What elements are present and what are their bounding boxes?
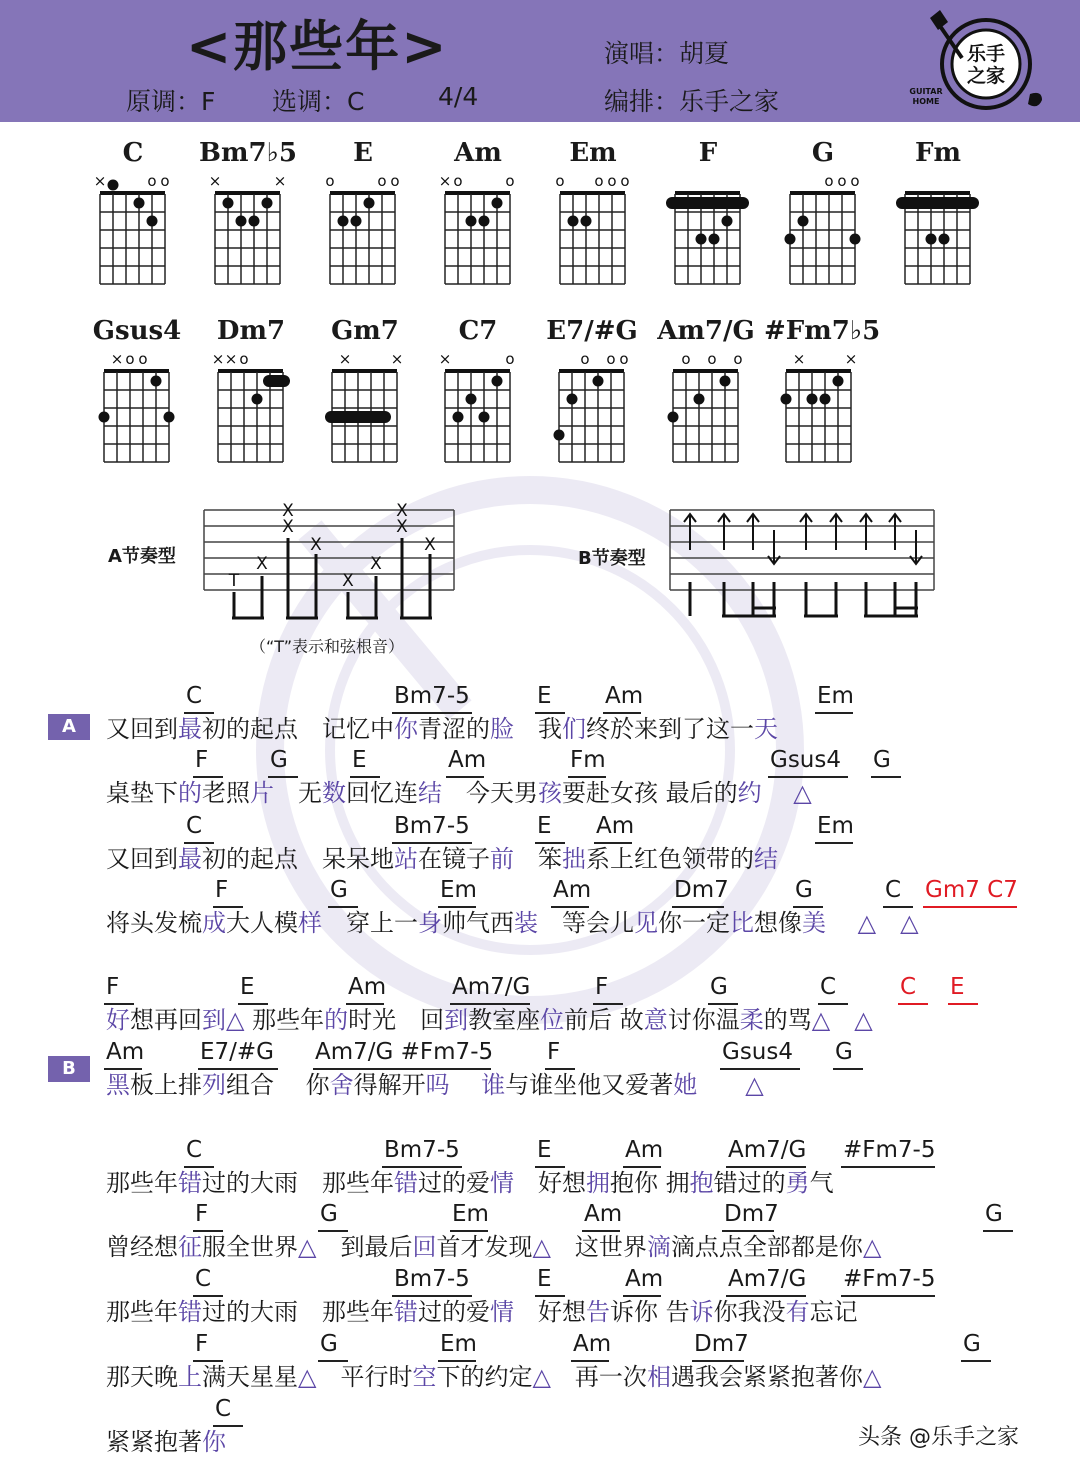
finger-dot bbox=[939, 234, 950, 245]
lyric-line: 曾经想征服全世界△ 到最后回首才发现△ 这世界滴滴点点全部都是你△ bbox=[106, 1233, 882, 1261]
nut bbox=[104, 369, 169, 373]
chord-diagram bbox=[653, 138, 763, 298]
section-b-badge: B bbox=[48, 1056, 90, 1082]
chord-symbol: G bbox=[330, 877, 348, 903]
finger-dot bbox=[785, 234, 796, 245]
chord-grid bbox=[308, 172, 418, 298]
chord-symbol: Am bbox=[596, 813, 635, 839]
string-marker: o bbox=[505, 172, 515, 190]
string-marker: × bbox=[273, 172, 287, 190]
chord-symbol: #Fm7-5 bbox=[843, 1137, 936, 1163]
chord-grid bbox=[423, 350, 533, 476]
chord-symbol: E bbox=[537, 1137, 552, 1163]
lyric-line: 黑板上排列组合 你舍得解开吗 谁与谁坐他又爱著她 △ bbox=[106, 1071, 764, 1099]
lyric-line: 紧紧抱著你 bbox=[106, 1428, 226, 1456]
chord-symbol: Am bbox=[553, 877, 592, 903]
chord-symbol: Bm7-5 bbox=[394, 813, 470, 839]
finger-dot bbox=[696, 234, 707, 245]
chord-diagram bbox=[82, 316, 192, 476]
string-marker: o bbox=[505, 350, 515, 368]
string-marker: × bbox=[792, 350, 806, 368]
chord-symbol: Am7/G #Fm7-5 bbox=[315, 1039, 494, 1065]
finger-dot bbox=[593, 376, 604, 387]
string-marker: o bbox=[594, 172, 604, 190]
finger-dot bbox=[567, 394, 578, 405]
chord-underline bbox=[948, 1003, 978, 1005]
chord-symbol: G bbox=[835, 1039, 853, 1065]
chord-diagram bbox=[423, 138, 533, 298]
string-marker: o bbox=[555, 172, 565, 190]
string-marker: o bbox=[707, 350, 717, 368]
chord-name: Gsus4 bbox=[92, 316, 182, 346]
chord-symbol: Dm7 bbox=[674, 877, 729, 903]
chord-diagram bbox=[883, 138, 993, 298]
chord-symbol: Am bbox=[573, 1331, 612, 1357]
rhythm-a-diagram bbox=[200, 500, 458, 625]
svg-text:X: X bbox=[424, 535, 436, 555]
finger-dot bbox=[492, 198, 503, 209]
partial-barre bbox=[263, 375, 290, 387]
nut bbox=[218, 369, 283, 373]
chord-name: Bm7♭5 bbox=[199, 138, 297, 168]
string-marker: × bbox=[338, 350, 352, 368]
header-banner bbox=[0, 0, 1080, 122]
chord-grid bbox=[310, 350, 420, 476]
finger-dot bbox=[720, 376, 731, 387]
chord-symbol: C bbox=[215, 1396, 232, 1422]
nut bbox=[560, 191, 625, 195]
chord-symbol: E bbox=[352, 747, 367, 773]
finger-dot bbox=[249, 216, 260, 227]
string-marker: × bbox=[390, 350, 404, 368]
finger-dot bbox=[147, 216, 158, 227]
chord-symbol: F bbox=[215, 877, 229, 903]
chord-symbol: Am bbox=[448, 747, 487, 773]
song-title: <那些年> bbox=[186, 15, 449, 78]
chord-symbol: Bm7-5 bbox=[394, 683, 470, 709]
finger-dot bbox=[781, 394, 792, 405]
chord-symbol: Am bbox=[605, 683, 644, 709]
finger-dot bbox=[164, 412, 175, 423]
chord-grid bbox=[196, 350, 306, 476]
finger-dot bbox=[236, 216, 247, 227]
section-a-badge: A bbox=[48, 714, 90, 740]
string-marker: o bbox=[147, 172, 157, 190]
string-marker: × bbox=[208, 172, 222, 190]
finger-dot bbox=[466, 216, 477, 227]
chord-symbol: Dm7 bbox=[694, 1331, 749, 1357]
chord-symbol: G bbox=[320, 1331, 338, 1357]
chord-grid bbox=[764, 350, 874, 476]
finger-dot bbox=[668, 412, 679, 423]
chord-symbol: G bbox=[320, 1201, 338, 1227]
rhythm-a-note: （“T”表示和弦根音） bbox=[250, 637, 405, 656]
chord-symbol: C bbox=[186, 1137, 203, 1163]
finger-dot bbox=[722, 216, 733, 227]
chord-symbol: E bbox=[240, 974, 255, 1000]
finger-dot bbox=[581, 216, 592, 227]
nut bbox=[675, 191, 740, 195]
finger-dot bbox=[453, 412, 464, 423]
string-marker: o bbox=[580, 350, 590, 368]
finger-dot bbox=[151, 376, 162, 387]
chord-symbol: F bbox=[547, 1039, 561, 1065]
chord-diagram bbox=[423, 316, 533, 476]
string-marker: o bbox=[733, 350, 743, 368]
chord-symbol: Am7/G bbox=[452, 974, 531, 1000]
chord-symbol: Am bbox=[625, 1266, 664, 1292]
chord-symbol: C bbox=[900, 974, 917, 1000]
svg-text:X: X bbox=[396, 517, 408, 537]
rhythm-t-mark: T bbox=[228, 571, 240, 591]
finger-dot bbox=[926, 234, 937, 245]
chord-symbol: E bbox=[537, 683, 552, 709]
lyric-line: 那些年错过的大雨 那些年错过的爱情 好想告诉你 告诉你我没有忘记 bbox=[106, 1298, 858, 1326]
chord-symbol: E bbox=[537, 1266, 552, 1292]
logo-text-2: 之家 bbox=[966, 65, 1006, 87]
chord-name: Fm bbox=[915, 138, 961, 168]
string-marker: o bbox=[681, 350, 691, 368]
barre bbox=[896, 197, 979, 209]
chord-symbol: G bbox=[795, 877, 813, 903]
chord-symbol: F bbox=[595, 974, 609, 1000]
footer-credit: 头条 @乐手之家 bbox=[858, 1425, 1019, 1450]
finger-dot bbox=[364, 198, 375, 209]
nut bbox=[790, 191, 855, 195]
finger-dot bbox=[554, 430, 565, 441]
finger-dot bbox=[479, 216, 490, 227]
nut bbox=[215, 191, 280, 195]
chord-symbol: E bbox=[537, 813, 552, 839]
string-marker: o bbox=[239, 350, 249, 368]
string-marker: o bbox=[160, 172, 170, 190]
chord-symbol: #Fm7-5 bbox=[843, 1266, 936, 1292]
chord-diagram bbox=[764, 316, 881, 476]
lyric-line: 那些年错过的大雨 那些年错过的爱情 好想拥抱你 拥抱错过的勇气 bbox=[106, 1169, 834, 1197]
nut bbox=[330, 191, 395, 195]
svg-text:X: X bbox=[370, 554, 382, 574]
chord-symbol: Em bbox=[440, 877, 477, 903]
chord-name: C bbox=[122, 138, 144, 168]
original-key: 原调：F bbox=[126, 87, 216, 116]
finger-dot bbox=[223, 198, 234, 209]
chord-diagram bbox=[310, 316, 420, 476]
finger-dot bbox=[479, 412, 490, 423]
svg-text:X: X bbox=[282, 501, 294, 521]
chord-diagram bbox=[196, 316, 306, 476]
chosen-key: 选调：C bbox=[272, 87, 365, 116]
chord-underline bbox=[983, 1230, 1013, 1232]
chord-symbol: E7/#G bbox=[200, 1039, 275, 1065]
arranger: 编排：乐手之家 bbox=[604, 87, 780, 116]
chord-symbol: Em bbox=[817, 813, 854, 839]
lyric-line: 那天晚上满天星星△ 平行时空下的约定△ 再一次相遇我会紧紧抱著你△ bbox=[106, 1363, 882, 1391]
logo-sub-2: HOME bbox=[912, 97, 940, 106]
chord-symbol: F bbox=[195, 1331, 209, 1357]
string-marker: o bbox=[850, 172, 860, 190]
chord-grid bbox=[193, 172, 303, 298]
string-marker: × bbox=[211, 350, 225, 368]
nut bbox=[445, 191, 510, 195]
chord-underline bbox=[961, 1360, 991, 1362]
chord-name: G bbox=[811, 138, 835, 168]
barre bbox=[666, 197, 749, 209]
finger-dot bbox=[466, 394, 477, 405]
chord-symbol: Dm7 bbox=[724, 1201, 779, 1227]
chord-underline bbox=[841, 1166, 935, 1168]
chord-name: E bbox=[353, 138, 373, 168]
chord-diagram bbox=[78, 138, 188, 298]
singer: 演唱：胡夏 bbox=[604, 39, 730, 68]
svg-text:X: X bbox=[310, 535, 322, 555]
chord-symbol: Am bbox=[584, 1201, 623, 1227]
string-marker: × bbox=[110, 350, 124, 368]
finger-dot bbox=[108, 180, 119, 191]
finger-dot bbox=[798, 216, 809, 227]
chord-symbol: Bm7-5 bbox=[384, 1137, 460, 1163]
finger-dot bbox=[850, 234, 861, 245]
chord-grid bbox=[883, 172, 993, 298]
guitar-home-logo bbox=[900, 8, 1050, 116]
string-marker: o bbox=[325, 172, 335, 190]
chord-grid bbox=[78, 172, 188, 298]
nut bbox=[445, 369, 510, 373]
svg-text:X: X bbox=[282, 517, 294, 537]
finger-dot bbox=[492, 376, 503, 387]
string-marker: o bbox=[390, 172, 400, 190]
chord-underline bbox=[815, 712, 853, 714]
rhythm-b-diagram bbox=[666, 504, 938, 622]
lyric-line: 又回到最初的起点 呆呆地站在镜子前 笨拙系上红色领带的结 bbox=[106, 845, 778, 873]
chord-underline bbox=[833, 1068, 863, 1070]
chord-underline bbox=[923, 906, 1017, 908]
chord-symbol: C bbox=[195, 1266, 212, 1292]
chord-diagram bbox=[651, 316, 761, 476]
string-marker: o bbox=[619, 350, 629, 368]
nut bbox=[332, 369, 397, 373]
chord-name: Dm7 bbox=[216, 316, 286, 346]
chord-name: E7/#G bbox=[546, 316, 638, 346]
chord-symbol: Am7/G bbox=[728, 1266, 807, 1292]
lyric-line: 将头发梳成大人模样 穿上一身帅气西装 等会儿见你一定比想像美 △ △ bbox=[106, 909, 919, 937]
nut bbox=[673, 369, 738, 373]
logo-sub-1: GUITAR bbox=[909, 87, 943, 96]
chord-grid bbox=[82, 350, 192, 476]
lyric-line: 又回到最初的起点 记忆中你青涩的脸 我们终於来到了这一天 bbox=[106, 715, 778, 743]
chord-underline bbox=[815, 842, 853, 844]
rhythm-a-label: A节奏型 bbox=[108, 546, 176, 567]
chord-symbol: Am7/G bbox=[728, 1137, 807, 1163]
string-marker: o bbox=[138, 350, 148, 368]
chord-diagram bbox=[193, 138, 303, 298]
finger-dot bbox=[807, 394, 818, 405]
chord-symbol: C bbox=[186, 683, 203, 709]
chord-name: F bbox=[698, 138, 718, 168]
chord-symbol: G bbox=[710, 974, 728, 1000]
lyric-line: 好想再回到△ 那些年的时光 回到教室座位前后 故意讨你温柔的骂△ △ bbox=[106, 1006, 873, 1034]
string-marker: o bbox=[837, 172, 847, 190]
chord-symbol: Em bbox=[817, 683, 854, 709]
chord-grid bbox=[537, 350, 647, 476]
chord-symbol: F bbox=[106, 974, 120, 1000]
chord-name: C7 bbox=[458, 316, 498, 346]
chord-symbol: Am bbox=[625, 1137, 664, 1163]
chord-symbol: C bbox=[820, 974, 837, 1000]
chord-symbol: G bbox=[963, 1331, 981, 1357]
string-marker: o bbox=[606, 350, 616, 368]
string-marker: o bbox=[607, 172, 617, 190]
finger-dot bbox=[709, 234, 720, 245]
rhythm-b-label: B节奏型 bbox=[578, 548, 646, 569]
chord-symbol: Gsus4 bbox=[722, 1039, 793, 1065]
chord-symbol: G bbox=[270, 747, 288, 773]
finger-dot bbox=[351, 216, 362, 227]
svg-text:X: X bbox=[342, 571, 354, 591]
chord-grid bbox=[423, 172, 533, 298]
finger-dot bbox=[99, 412, 110, 423]
chord-underline bbox=[898, 1003, 928, 1005]
finger-dot bbox=[820, 394, 831, 405]
nut bbox=[905, 191, 970, 195]
chord-name: Gm7 bbox=[331, 316, 399, 346]
chord-symbol: Bm7-5 bbox=[394, 1266, 470, 1292]
chord-name: #Fm7♭5 bbox=[764, 316, 881, 346]
finger-dot bbox=[262, 198, 273, 209]
string-marker: o bbox=[125, 350, 135, 368]
chord-symbol: G bbox=[873, 747, 891, 773]
chord-name: Am7/G bbox=[657, 316, 755, 346]
chord-diagram bbox=[537, 316, 647, 476]
finger-dot bbox=[694, 394, 705, 405]
chord-grid bbox=[653, 172, 763, 298]
partial-barre bbox=[325, 411, 391, 423]
chord-symbol: Em bbox=[440, 1331, 477, 1357]
chord-underline bbox=[871, 776, 901, 778]
string-marker: o bbox=[620, 172, 630, 190]
chord-grid bbox=[538, 172, 648, 298]
chord-symbol: C bbox=[186, 813, 203, 839]
string-marker: × bbox=[438, 350, 452, 368]
string-marker: × bbox=[438, 172, 452, 190]
chord-symbol: F bbox=[195, 747, 209, 773]
string-marker: o bbox=[824, 172, 834, 190]
nut bbox=[559, 369, 624, 373]
chord-symbol: E bbox=[950, 974, 965, 1000]
chord-symbol: Am bbox=[348, 974, 387, 1000]
string-marker: o bbox=[453, 172, 463, 190]
finger-dot bbox=[568, 216, 579, 227]
chord-diagram bbox=[768, 138, 878, 298]
chord-symbol: Gm7 C7 bbox=[925, 877, 1018, 903]
chord-grid bbox=[651, 350, 761, 476]
chord-diagram bbox=[538, 138, 648, 298]
chord-symbol: G bbox=[985, 1201, 1003, 1227]
lyric-line: 桌垫下的老照片 无数回忆连结 今天男孩要赴女孩 最后的约 △ bbox=[106, 779, 812, 807]
chord-diagram bbox=[308, 138, 418, 298]
finger-dot bbox=[833, 376, 844, 387]
svg-text:X: X bbox=[396, 501, 408, 521]
chord-name: Am bbox=[454, 138, 502, 168]
chord-symbol: Gsus4 bbox=[770, 747, 841, 773]
finger-dot bbox=[134, 198, 145, 209]
chord-symbol: Am bbox=[106, 1039, 145, 1065]
svg-text:X: X bbox=[256, 554, 268, 574]
string-marker: × bbox=[93, 172, 107, 190]
chord-symbol: C bbox=[885, 877, 902, 903]
time-signature: 4/4 bbox=[438, 82, 479, 111]
chord-symbol: F bbox=[195, 1201, 209, 1227]
nut bbox=[786, 369, 851, 373]
chord-symbol: Em bbox=[452, 1201, 489, 1227]
chord-name: Em bbox=[569, 138, 617, 168]
logo-text-1: 乐手 bbox=[966, 43, 1006, 65]
nut bbox=[100, 191, 165, 195]
string-marker: × bbox=[844, 350, 858, 368]
chord-symbol: Fm bbox=[570, 747, 606, 773]
chord-grid bbox=[768, 172, 878, 298]
finger-dot bbox=[252, 394, 263, 405]
string-marker: × bbox=[224, 350, 238, 368]
string-marker: o bbox=[377, 172, 387, 190]
finger-dot bbox=[338, 216, 349, 227]
